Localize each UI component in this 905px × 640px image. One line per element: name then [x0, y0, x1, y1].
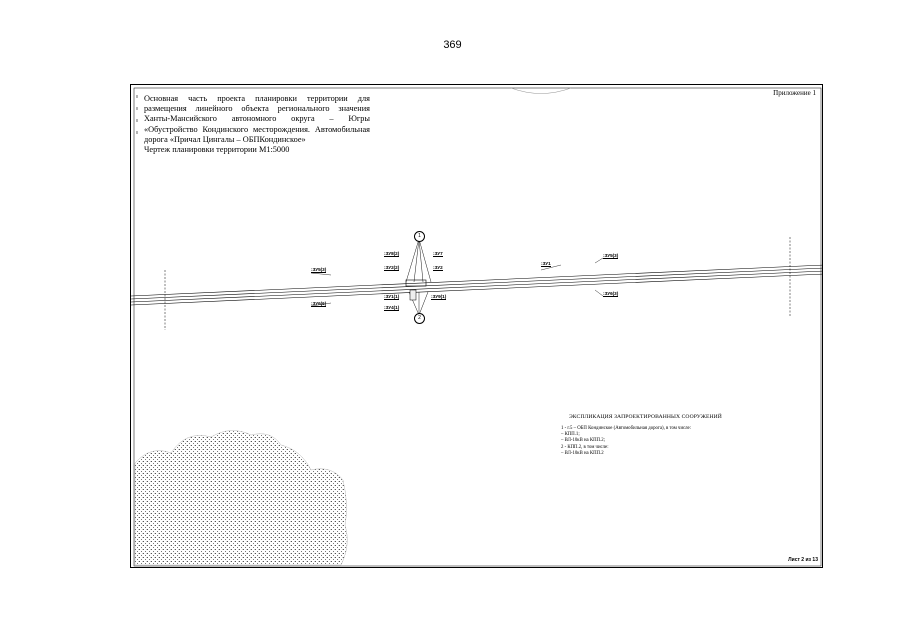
label-zu6-3-right: :ЗУ6(3) [603, 291, 619, 296]
title-block [144, 94, 370, 155]
node-leaders [406, 239, 431, 315]
vegetation-area [135, 430, 347, 565]
explication-line: 2 - КПП.2, в том числе: [561, 444, 609, 450]
title-text: Основная часть проекта планировки территории для размещения линейного объекта регионального значения Ханты-Мансийского автономного округа – Югры «Обустройство Кондинского месторождения. Автомобильная дорога «Причал Цингалы – ОБПКондинское» [144, 94, 370, 144]
label-zu5-3-left: :ЗУ5(3) [311, 267, 327, 272]
explication-line: – ВЛ-10кВ на КПП.2; [561, 438, 605, 444]
callout-circle-1: 1 [414, 231, 425, 242]
explication-block [561, 414, 761, 457]
callout-circle-2: 2 [414, 313, 425, 324]
label-zu4-1: :ЗУ4(1) [384, 305, 400, 310]
label-leaders [311, 258, 603, 306]
scale-text: Чертеж планировки территории М1:5000 [144, 145, 290, 155]
label-zu5-3-right: :ЗУ5(3) [603, 253, 619, 258]
explication-title: ЭКСПЛИКАЦИЯ ЗАПРОЕКТИРОВАННЫХ СООРУЖЕНИЙ [569, 414, 722, 420]
label-zu6-6-left: :ЗУ6(6) [311, 301, 327, 306]
label-zu1-1: :ЗУ1(1) [384, 294, 400, 299]
top-contour [511, 88, 571, 94]
drawing-sheet [130, 84, 823, 568]
label-zu2: :ЗУ2 [433, 265, 443, 270]
label-zu8-2: :ЗУ8(2) [384, 251, 400, 256]
label-zu9-1: :ЗУ9(1) [431, 294, 447, 299]
explication-line: 1 - г.5 – ОБП Кондинское (Автомобильная дорога), в том числе: [561, 426, 692, 431]
explication-line: – ВЛ-10кВ на КПП.2 [561, 450, 604, 456]
page-number: 369 [443, 39, 462, 51]
node-small-box [410, 290, 416, 300]
label-zu1: :ЗУ1 [541, 261, 551, 266]
road-lines [131, 265, 823, 305]
sheet-number: Лист 2 из 13 [788, 557, 818, 563]
plan-drawing [131, 85, 823, 568]
label-zu2-2: :ЗУ2(2) [384, 265, 400, 270]
explication-line: – КПП.1; [561, 432, 580, 438]
label-zu7: :ЗУ7 [433, 251, 443, 256]
appendix-label: Приложение 1 [773, 89, 816, 97]
